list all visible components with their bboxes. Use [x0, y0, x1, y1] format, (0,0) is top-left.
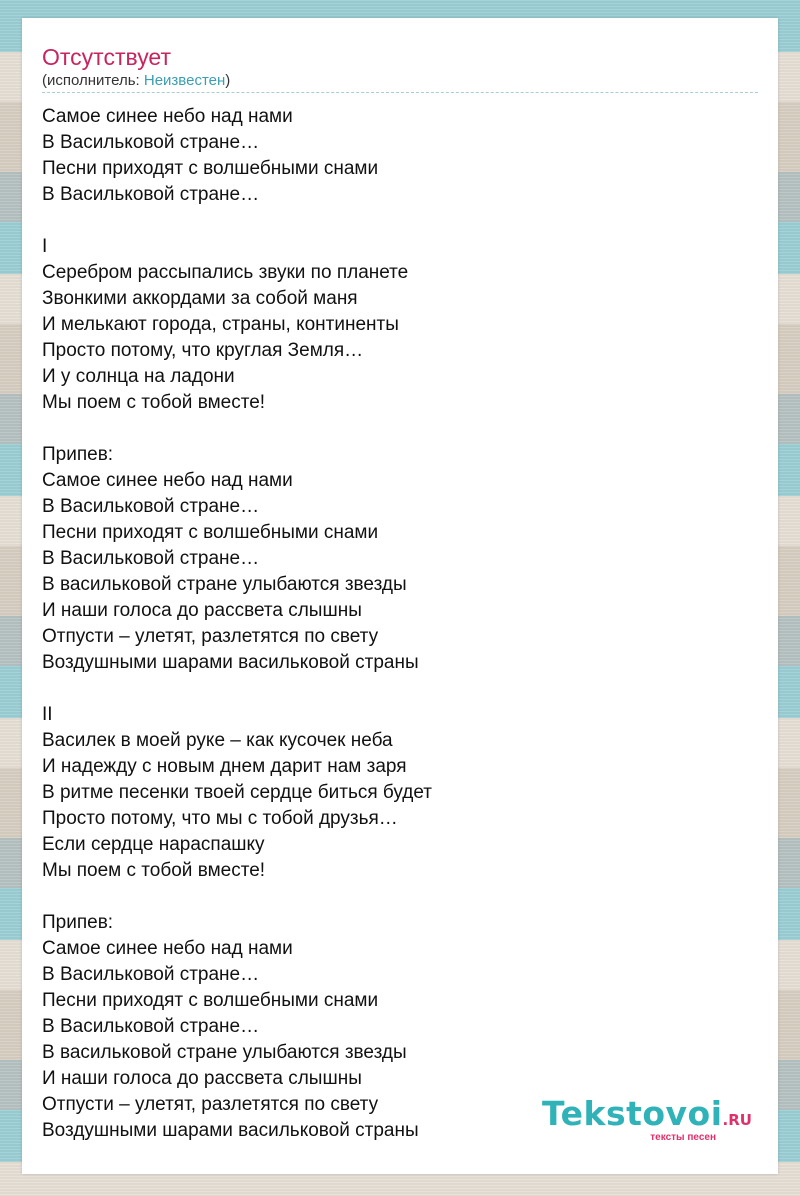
lyric-line: Отпусти – улетят, разлетятся по свету: [42, 1094, 379, 1115]
lyric-line: И наши голоса до рассвета слышны: [42, 1068, 362, 1089]
lyric-line: В Васильковой стране…: [42, 496, 260, 517]
site-logo[interactable]: [542, 1094, 752, 1150]
lyric-line: Если сердце нараспашку: [42, 834, 265, 855]
lyric-line: В васильковой стране улыбаются звезды: [42, 1042, 407, 1063]
lyric-line: Отпусти – улетят, разлетятся по свету: [42, 626, 379, 647]
lyric-line: Воздушными шарами васильковой страны: [42, 652, 419, 673]
lyric-line: Мы поем с тобой вместе!: [42, 392, 266, 413]
lyric-line: Мы поем с тобой вместе!: [42, 860, 266, 881]
lyric-line: Песни приходят с волшебными снами: [42, 522, 379, 543]
song-title: Отсутствует: [42, 44, 171, 70]
lyric-line: Просто потому, что мы с тобой друзья…: [42, 808, 398, 829]
lyric-blank-line: [42, 884, 432, 910]
lyric-line: Звонкими аккордами за собой маня: [42, 288, 358, 309]
title-divider: [42, 92, 758, 93]
lyric-line: Песни приходят с волшебными снами: [42, 990, 379, 1011]
lyric-blank-line: [42, 208, 432, 234]
lyric-blank-line: [42, 416, 432, 442]
lyric-line: В ритме песенки твоей сердце биться будет: [42, 782, 432, 803]
lyric-line: Песни приходят с волшебными снами: [42, 158, 379, 179]
artist-suffix: ): [225, 72, 231, 89]
logo-tld: .RU: [722, 1111, 752, 1129]
lyric-line: В Васильковой стране…: [42, 964, 260, 985]
lyric-line: И у солнца на ладони: [42, 366, 235, 387]
lyrics-text: [42, 104, 432, 1144]
lyric-line: И мелькают города, страны, континенты: [42, 314, 399, 335]
lyric-line: И наши голоса до рассвета слышны: [42, 600, 362, 621]
lyric-line: I: [42, 236, 48, 257]
lyric-line: В васильковой стране улыбаются звезды: [42, 574, 407, 595]
logo-tagline: тексты песен: [650, 1132, 716, 1143]
lyric-line: Просто потому, что круглая Земля…: [42, 340, 364, 361]
lyric-line: Василек в моей руке – как кусочек неба: [42, 730, 393, 751]
lyric-line: Воздушными шарами васильковой страны: [42, 1120, 419, 1141]
logo-name: Tekstovoi: [542, 1094, 723, 1133]
lyric-line: И надежду с новым днем дарит нам заря: [42, 756, 407, 777]
lyric-line: Самое синее небо над нами: [42, 470, 293, 491]
logo-wordmark: [542, 1094, 752, 1140]
lyric-line: Самое синее небо над нами: [42, 938, 293, 959]
lyric-line: Серебром рассыпались звуки по планете: [42, 262, 409, 283]
lyric-line: Припев:: [42, 444, 114, 465]
lyric-line: II: [42, 704, 53, 725]
lyric-line: В Васильковой стране…: [42, 132, 260, 153]
artist-line: [42, 72, 230, 90]
lyric-line: В Васильковой стране…: [42, 548, 260, 569]
lyric-line: В Васильковой стране…: [42, 1016, 260, 1037]
lyrics-card: [22, 18, 778, 1174]
artist-link[interactable]: Неизвестен: [143, 72, 226, 89]
lyric-line: Припев:: [42, 912, 114, 933]
lyric-line: В Васильковой стране…: [42, 184, 260, 205]
lyric-blank-line: [42, 676, 432, 702]
artist-prefix: (исполнитель:: [42, 72, 144, 89]
lyric-line: Самое синее небо над нами: [42, 106, 293, 127]
